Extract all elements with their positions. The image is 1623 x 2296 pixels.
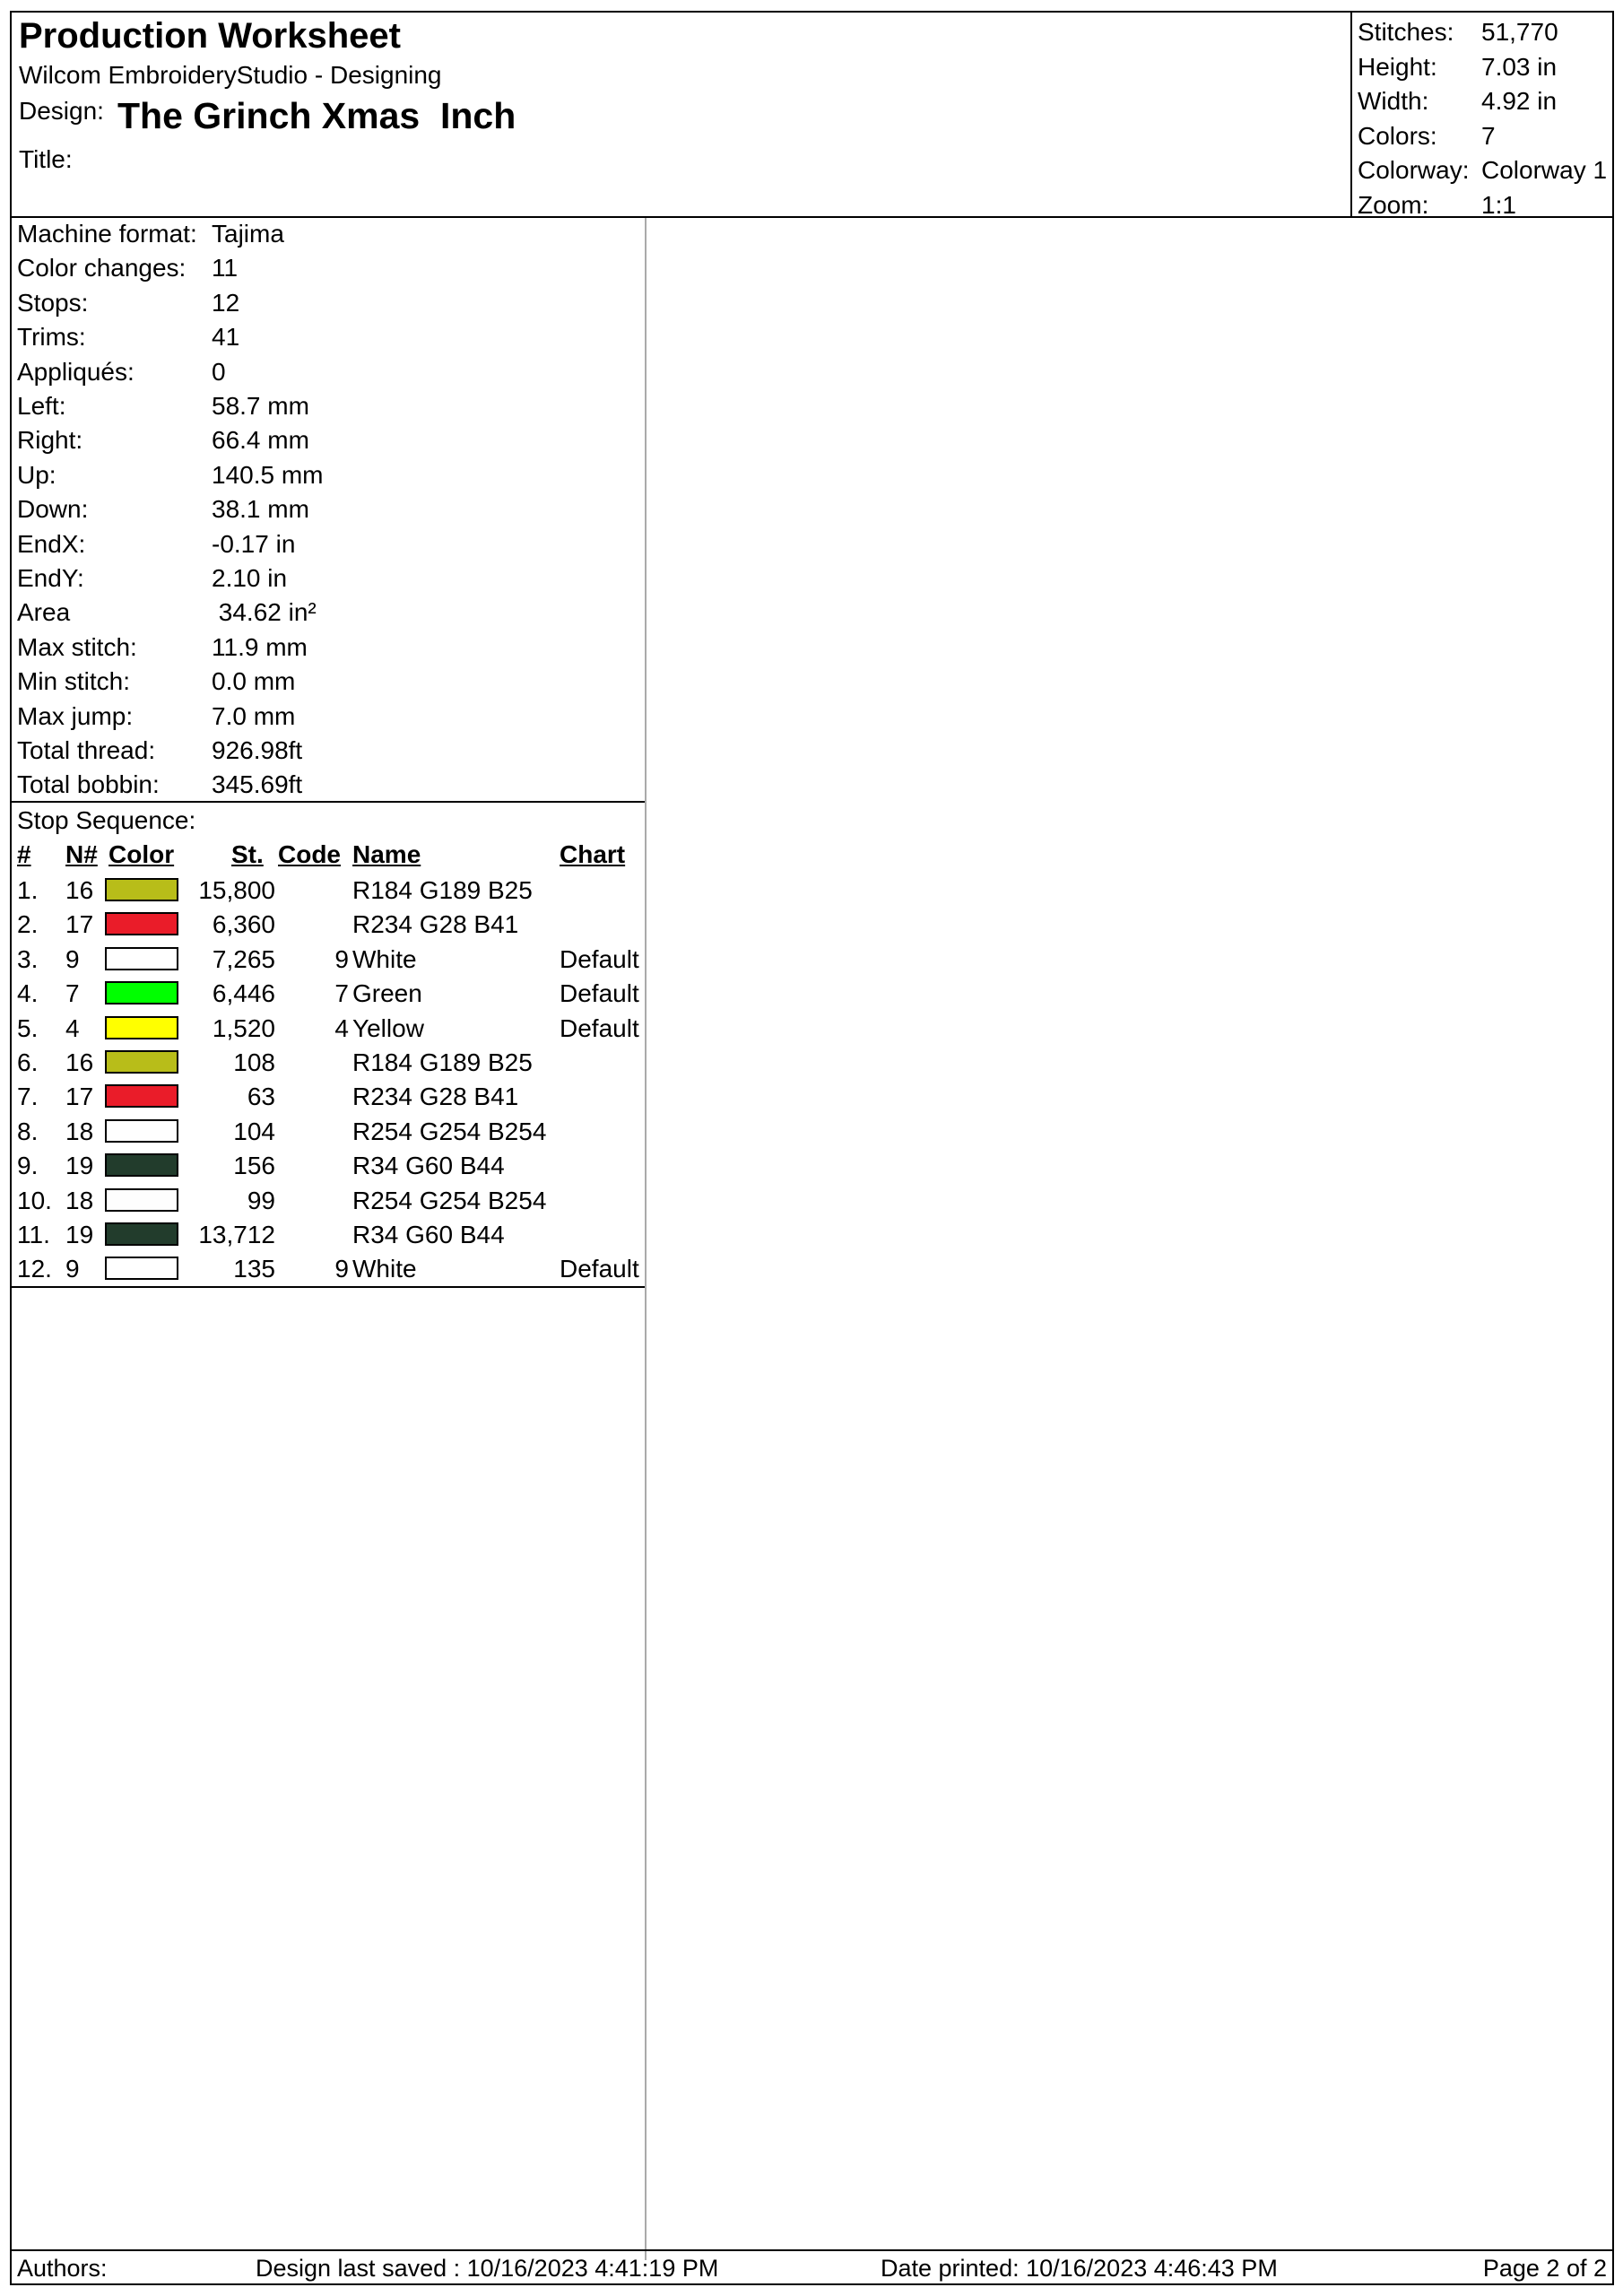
stop-row <box>12 1013 645 1047</box>
stitch-count: 1,520 <box>212 1013 275 1042</box>
property-row <box>17 426 309 455</box>
left-column <box>12 218 647 2260</box>
property-value: 345.69ft <box>212 770 303 799</box>
property-row <box>17 460 324 490</box>
thread-chart: Default <box>560 1255 639 1283</box>
property-row <box>17 564 288 593</box>
stitch-count: 6,446 <box>212 979 275 1008</box>
stitch-count: 99 <box>247 1186 275 1214</box>
needle-number: 19 <box>65 1152 94 1180</box>
stop-row <box>12 1047 645 1081</box>
stop-row <box>12 1253 645 1287</box>
thread-chart: Default <box>560 979 639 1008</box>
stop-number: 6. <box>17 1048 39 1076</box>
stitch-count: 15,800 <box>198 876 275 904</box>
thread-name: Green <box>352 979 422 1008</box>
summary-value: 51,770 <box>1481 18 1558 46</box>
property-value: Tajima <box>212 220 284 248</box>
thread-name: R254 G254 B254 <box>352 1117 547 1145</box>
summary-value: 7 <box>1481 121 1496 150</box>
stop-number: 7. <box>17 1083 39 1111</box>
stop-row <box>12 874 645 909</box>
stop-row <box>12 1219 645 1253</box>
property-row <box>17 598 317 627</box>
header-color: Color <box>108 840 175 868</box>
summary-label: Zoom: <box>1358 190 1429 219</box>
thread-code: 4 <box>334 1013 349 1042</box>
stop-row <box>12 1081 645 1115</box>
thread-code: 9 <box>334 944 349 973</box>
thread-name: R34 G60 B44 <box>352 1221 505 1248</box>
header-code: Code <box>278 840 341 868</box>
stop-number: 12. <box>17 1255 52 1283</box>
color-swatch <box>105 1119 178 1143</box>
summary-label: Width: <box>1358 87 1429 115</box>
property-label: Down: <box>17 495 89 524</box>
thread-name: White <box>352 944 417 973</box>
stop-row <box>12 909 645 943</box>
thread-chart: Default <box>560 1013 639 1042</box>
summary-value: 7.03 in <box>1481 52 1558 81</box>
color-swatch <box>105 1222 178 1246</box>
stop-number: 2. <box>17 910 39 939</box>
stop-row <box>12 1116 645 1150</box>
property-row <box>17 632 308 662</box>
stitch-count: 135 <box>233 1255 275 1283</box>
property-label: Left: <box>17 392 66 420</box>
property-label: Area <box>17 598 71 627</box>
needle-number: 9 <box>65 944 80 973</box>
property-label: Right: <box>17 426 83 455</box>
property-label: Stops: <box>17 288 89 317</box>
authors-label: Authors: <box>17 2255 108 2282</box>
property-value: 12 <box>212 288 240 317</box>
stop-number: 11. <box>17 1221 50 1248</box>
stop-row <box>12 978 645 1012</box>
thread-name: R254 G254 B254 <box>352 1186 547 1214</box>
property-value: 0 <box>212 357 226 386</box>
stop-row <box>12 1150 645 1184</box>
needle-number: 19 <box>65 1221 94 1248</box>
header-stitches: St. <box>231 840 264 868</box>
thread-name: R184 G189 B25 <box>352 876 533 904</box>
property-label: Color changes: <box>17 254 187 283</box>
color-swatch <box>105 947 178 970</box>
header-chart: Chart <box>560 840 626 868</box>
stop-number: 10. <box>17 1186 52 1214</box>
worksheet-header <box>12 13 1612 218</box>
needle-number: 17 <box>65 1083 94 1111</box>
needle-number: 17 <box>65 910 94 939</box>
color-swatch <box>105 1016 178 1039</box>
thread-name: R34 G60 B44 <box>352 1152 505 1180</box>
worksheet-title: Production Worksheet <box>19 16 401 56</box>
stitch-count: 104 <box>233 1117 275 1145</box>
machine-properties <box>12 218 645 803</box>
property-row <box>17 254 239 283</box>
property-label: Total thread: <box>17 736 156 764</box>
property-value: 140.5 mm <box>212 460 324 489</box>
stop-number: 9. <box>17 1152 39 1180</box>
header-needle: N# <box>65 840 98 868</box>
needle-number: 9 <box>65 1255 80 1283</box>
thread-code: 9 <box>334 1255 349 1283</box>
summary-value: Colorway 1 <box>1481 156 1608 184</box>
property-value: 11 <box>212 254 239 283</box>
thread-name: White <box>352 1255 417 1283</box>
stitch-count: 7,265 <box>212 944 275 973</box>
property-row <box>17 529 296 559</box>
property-row <box>17 220 284 248</box>
thread-chart: Default <box>560 944 639 973</box>
summary-row <box>1358 121 1496 151</box>
summary-label: Stitches: <box>1358 18 1454 46</box>
summary-value: 1:1 <box>1481 190 1516 219</box>
summary-panel <box>1350 13 1612 219</box>
stop-number: 3. <box>17 944 39 973</box>
stop-row <box>12 1185 645 1219</box>
property-label: Up: <box>17 460 56 489</box>
stitch-count: 156 <box>233 1152 275 1180</box>
property-row <box>17 323 240 352</box>
property-value: 11.9 mm <box>212 632 308 661</box>
property-row <box>17 495 309 524</box>
property-value: 2.10 in <box>212 564 288 592</box>
property-row <box>17 288 240 317</box>
color-swatch <box>105 1084 178 1108</box>
property-row <box>17 770 303 799</box>
stop-number: 4. <box>17 979 39 1008</box>
property-label: Machine format: <box>17 220 197 248</box>
property-label: Max stitch: <box>17 632 137 661</box>
property-label: Trims: <box>17 323 86 352</box>
stop-number: 1. <box>17 876 39 904</box>
property-value: 34.62 in² <box>212 598 317 627</box>
property-row <box>17 701 296 731</box>
stitch-count: 13,712 <box>198 1221 275 1248</box>
property-label: Total bobbin: <box>17 770 160 799</box>
property-label: EndY: <box>17 564 84 592</box>
summary-row <box>1358 18 1558 47</box>
stop-number: 8. <box>17 1117 39 1145</box>
needle-number: 18 <box>65 1117 94 1145</box>
property-row <box>17 392 309 421</box>
property-label: EndX: <box>17 529 86 558</box>
header-num: # <box>17 840 31 868</box>
property-row <box>17 357 226 387</box>
stop-row <box>12 944 645 978</box>
stop-sequence <box>12 803 645 1288</box>
summary-row <box>1358 52 1558 82</box>
property-value: 38.1 mm <box>212 495 309 524</box>
thread-name: R184 G189 B25 <box>352 1048 533 1076</box>
property-value: 66.4 mm <box>212 426 309 455</box>
property-value: 41 <box>212 323 240 352</box>
worksheet-frame <box>10 11 1614 2285</box>
property-row <box>17 736 303 765</box>
property-value: 7.0 mm <box>212 701 296 730</box>
property-label: Min stitch: <box>17 667 131 696</box>
property-value: -0.17 in <box>212 529 296 558</box>
stop-number: 5. <box>17 1013 39 1042</box>
color-swatch <box>105 1188 178 1212</box>
thread-code: 7 <box>334 979 349 1008</box>
software-name: Wilcom EmbroideryStudio - Designing <box>19 61 442 89</box>
color-swatch <box>105 1257 178 1280</box>
property-value: 926.98ft <box>212 736 303 764</box>
property-label: Max jump: <box>17 701 134 730</box>
needle-number: 16 <box>65 876 94 904</box>
design-label: Design: <box>19 97 104 125</box>
thread-name: R234 G28 B41 <box>352 1083 519 1111</box>
stop-sequence-title: Stop Sequence: <box>17 806 196 834</box>
color-swatch <box>105 981 178 1004</box>
color-swatch <box>105 1153 178 1177</box>
color-swatch <box>105 1050 178 1074</box>
property-value: 0.0 mm <box>212 667 296 696</box>
thread-name: R234 G28 B41 <box>352 910 519 939</box>
summary-label: Colorway: <box>1358 156 1470 184</box>
color-swatch <box>105 912 178 935</box>
header-name: Name <box>352 840 421 868</box>
property-value: 58.7 mm <box>212 392 309 420</box>
thread-name: Yellow <box>352 1013 424 1042</box>
summary-label: Colors: <box>1358 121 1437 150</box>
needle-number: 18 <box>65 1186 94 1214</box>
needle-number: 7 <box>65 979 80 1008</box>
needle-number: 4 <box>65 1013 80 1042</box>
last-saved: Design last saved : 10/16/2023 4:41:19 PM <box>256 2255 719 2282</box>
summary-label: Height: <box>1358 52 1437 81</box>
design-name: The Grinch Xmas Inch <box>117 95 516 136</box>
date-printed: Date printed: 10/16/2023 4:46:43 PM <box>881 2255 1278 2282</box>
stitch-count: 63 <box>247 1083 275 1111</box>
color-swatch <box>105 878 178 901</box>
summary-row <box>1358 190 1516 220</box>
stitch-count: 108 <box>233 1048 275 1076</box>
worksheet-footer <box>12 2249 1612 2285</box>
needle-number: 16 <box>65 1048 94 1076</box>
property-row <box>17 667 296 696</box>
summary-value: 4.92 in <box>1481 87 1558 115</box>
stitch-count: 6,360 <box>212 910 275 939</box>
summary-row <box>1358 87 1558 116</box>
title-label: Title: <box>19 145 73 173</box>
summary-row <box>1358 156 1608 185</box>
page-number: Page 2 of 2 <box>1482 2255 1607 2282</box>
property-label: Appliqués: <box>17 357 135 386</box>
